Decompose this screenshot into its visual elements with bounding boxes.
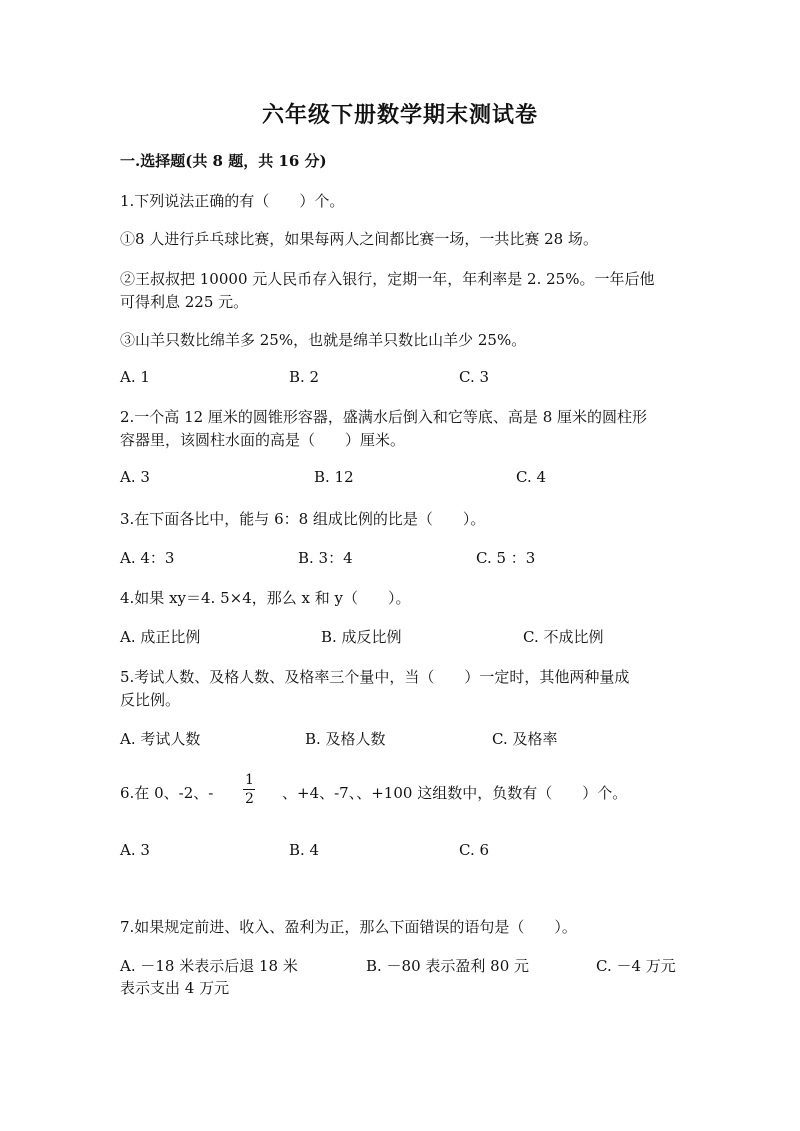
question-7-option-c[interactable]: C. －4 万元	[596, 957, 676, 975]
fraction-denominator: 2	[245, 791, 254, 807]
section-heading: 一.选择题(共 8 题，共 16 分)	[120, 152, 327, 170]
question-3-stem: 3.在下面各比中，能与 6：8 组成比例的比是（ ）。	[120, 510, 486, 528]
question-1-statement-1: ①8 人进行乒乓球比赛，如果每两人之间都比赛一场，一共比赛 28 场。	[120, 230, 598, 248]
question-3-option-a[interactable]: A. 4：3	[120, 549, 175, 567]
question-3-option-b[interactable]: B. 3：4	[298, 549, 353, 567]
question-7-option-a[interactable]: A. －18 米表示后退 18 米	[120, 957, 298, 975]
question-7-option-b[interactable]: B. －80 表示盈利 80 元	[366, 957, 530, 975]
question-5-option-a[interactable]: A. 考试人数	[120, 730, 201, 748]
question-6-option-a[interactable]: A. 3	[120, 841, 150, 859]
question-1-option-c[interactable]: C. 3	[459, 368, 490, 386]
question-1-option-a[interactable]: A. 1	[120, 368, 150, 386]
question-4-option-c[interactable]: C. 不成比例	[523, 628, 604, 646]
question-5-option-c[interactable]: C. 及格率	[492, 730, 558, 748]
question-2-option-c[interactable]: C. 4	[516, 468, 547, 486]
page-title: 六年级下册数学期末测试卷	[261, 102, 538, 128]
question-2-option-b[interactable]: B. 12	[314, 468, 354, 486]
question-1-statement-3: ③山羊只数比绵羊多 25%，也就是绵羊只数比山羊少 25%。	[120, 331, 527, 349]
question-2-option-a[interactable]: A. 3	[120, 468, 150, 486]
question-4-option-a[interactable]: A. 成正比例	[120, 628, 201, 646]
question-2-stem-line-1: 2.一个高 12 厘米的圆锥形容器，盛满水后倒入和它等底、高是 8 厘米的圆柱形	[120, 408, 648, 426]
question-1-option-b[interactable]: B. 2	[289, 368, 320, 386]
question-6-option-c[interactable]: C. 6	[459, 841, 490, 859]
question-4-option-b[interactable]: B. 成反比例	[321, 628, 402, 646]
question-4-stem: 4.如果 xy＝4. 5×4，那么 x 和 y（ ）。	[120, 589, 411, 607]
fraction-numerator: 1	[245, 772, 254, 788]
question-7-stem: 7.如果规定前进、收入、盈利为正，那么下面错误的语句是（ ）。	[120, 918, 577, 936]
question-2-stem-line-2: 容器里，该圆柱水面的高是（ ）厘米。	[120, 431, 406, 449]
question-7-option-c-continued: 表示支出 4 万元	[120, 979, 230, 997]
question-6-stem-right: 、+4、-7、、+100 这组数中，负数有（ ）个。	[282, 784, 628, 802]
question-6-stem-left: 6.在 0、-2、-	[120, 784, 214, 802]
question-1-statement-2-line-2: 可得利息 225 元。	[120, 293, 249, 311]
question-5-stem-line-1: 5.考试人数、及格人数、及格率三个量中，当（ ）一定时，其他两种量成	[120, 668, 630, 686]
question-5-option-b[interactable]: B. 及格人数	[305, 730, 386, 748]
question-1-statement-2-line-1: ②王叔叔把 10000 元人民币存入银行，定期一年，年利率是 2. 25%。一年后他	[120, 270, 655, 288]
question-5-stem-line-2: 反比例。	[120, 691, 181, 709]
question-1-stem: 1.下列说法正确的有（ ）个。	[120, 192, 345, 210]
question-3-option-c[interactable]: C. 5 ：3	[476, 549, 536, 567]
question-6-option-b[interactable]: B. 4	[289, 841, 320, 859]
fraction-one-half	[243, 773, 256, 806]
